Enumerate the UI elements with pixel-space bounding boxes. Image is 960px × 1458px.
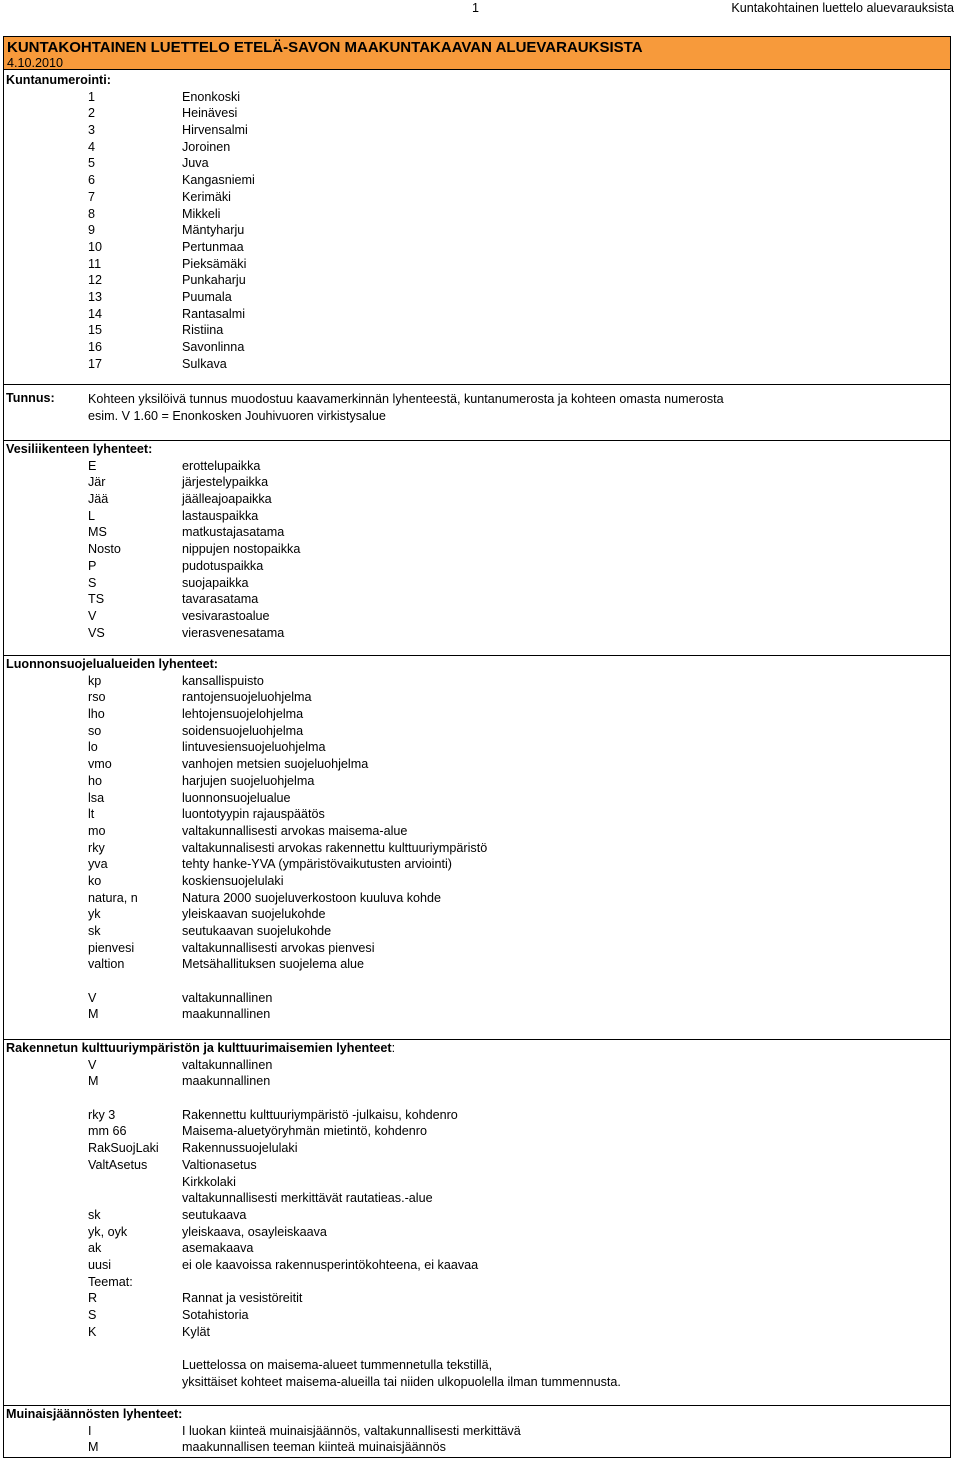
municipality-row-code: 4 — [88, 139, 96, 154]
municipality-row-code: 16 — [88, 340, 103, 354]
built-heritage-row-name: Valtionasetus — [182, 1157, 257, 1172]
waterway-row-code: Nosto — [88, 542, 121, 557]
built-heritage-row-name: seutukaava — [182, 1207, 247, 1222]
waterway-row-code: S — [88, 575, 97, 590]
municipality-row — [4, 189, 950, 206]
nature-heading: Luonnonsuojelualueiden lyhenteet: — [6, 657, 219, 671]
built-heritage-row-name: ei ole kaavoissa rakennusperintökohteena, ei kaavaa — [182, 1257, 479, 1272]
waterway-list — [4, 458, 950, 642]
waterway-row-code: TS — [88, 592, 105, 607]
municipality-list — [4, 89, 950, 373]
municipality-row-code: 12 — [88, 273, 103, 288]
built-heritage-row — [4, 1274, 950, 1291]
waterway-row-name: nippujen nostopaikka — [182, 542, 301, 557]
nature-row-code: mo — [88, 823, 106, 838]
waterway-row-code: Jär — [88, 475, 106, 490]
built-heritage-row — [4, 1140, 950, 1157]
nature-row-code: ko — [88, 873, 102, 888]
built-heritage-note-1: Luettelossa on maisema-alueet tummennetulla tekstillä, — [182, 1358, 493, 1373]
municipality-heading: Kuntanumerointi: — [6, 73, 111, 87]
nature-row-name: lintuvesiensuojeluohjelma — [182, 740, 326, 755]
document-header-title: Kuntakohtainen luettelo aluevarauksista — [731, 1, 954, 15]
built-heritage-row-code: sk — [88, 1207, 101, 1222]
nature-row — [4, 956, 950, 973]
waterway-row-name: matkustajasatama — [182, 525, 285, 540]
built-heritage-row — [4, 1123, 950, 1140]
nature-row — [4, 823, 950, 840]
municipality-row-name: Joroinen — [182, 139, 231, 154]
nature-row — [4, 806, 950, 823]
built-heritage-row — [4, 1240, 950, 1257]
municipality-numbering-section — [3, 70, 951, 385]
nature-row-name: kansallispuisto — [182, 673, 264, 688]
nature-row-code: rky — [88, 840, 105, 855]
identifier-label: Tunnus: — [6, 391, 55, 405]
built-heritage-row-name: Sotahistoria — [182, 1308, 249, 1322]
waterway-row-code: L — [88, 508, 96, 523]
waterway-row-name: suojapaikka — [182, 575, 249, 590]
waterway-row-code: MS — [88, 525, 107, 540]
nature-row-name: koskiensuojelulaki — [182, 873, 284, 888]
built-heritage-level-row — [4, 1057, 950, 1074]
municipality-row-name: Mikkeli — [182, 206, 221, 221]
nature-row-name: Metsähallituksen suojelema alue — [182, 957, 365, 972]
built-heritage-row — [4, 1290, 950, 1307]
nature-row-code: yva — [88, 857, 108, 872]
nature-row-code: natura, n — [88, 890, 138, 905]
page-number: 1 — [472, 1, 480, 15]
built-heritage-note-2: yksittäiset kohteet maisema-alueilla tai niiden ulkopuolella ilman tummennusta. — [182, 1374, 621, 1389]
municipality-row-name: Enonkoski — [182, 89, 241, 104]
waterway-row — [4, 508, 950, 525]
municipality-row-code: 11 — [88, 256, 102, 271]
nature-row-code: ho — [88, 773, 103, 788]
built-heritage-level-row — [4, 1073, 950, 1090]
municipality-row-code: 13 — [88, 289, 103, 304]
built-heritage-row-code: rky 3 — [88, 1107, 116, 1122]
municipality-row-code: 5 — [88, 156, 96, 171]
waterway-heading: Vesiliikenteen lyhenteet: — [6, 442, 153, 456]
nature-row-name: soidensuojeluohjelma — [182, 723, 304, 738]
municipality-row — [4, 356, 950, 373]
waterway-row — [4, 625, 950, 642]
waterway-row — [4, 541, 950, 558]
waterway-row — [4, 458, 950, 475]
built-heritage-row-name: Kirkkolaki — [182, 1174, 236, 1189]
municipality-row-name: Puumala — [182, 289, 232, 304]
built-heritage-row-name: valtakunnallisesti merkittävät rautatieas.-alue — [182, 1191, 433, 1206]
municipality-row-name: Heinävesi — [182, 106, 238, 121]
municipality-row-name: Kangasniemi — [182, 173, 255, 188]
built-heritage-row-code: uusi — [88, 1257, 112, 1272]
waterway-row-code: Jää — [88, 492, 109, 507]
nature-row — [4, 739, 950, 756]
nature-row — [4, 723, 950, 740]
built-heritage-row — [4, 1174, 950, 1191]
municipality-row-name: Sulkava — [182, 356, 227, 371]
nature-level-row — [4, 1006, 950, 1023]
waterway-row — [4, 558, 950, 575]
built-heritage-level-row-code: M — [88, 1074, 99, 1089]
nature-row-code: kp — [88, 673, 102, 688]
ancient-remains-row-code: M — [88, 1440, 99, 1455]
nature-row — [4, 706, 950, 723]
nature-row-code: yk — [88, 907, 101, 922]
built-heritage-heading: Rakennetun kulttuuriympäristön ja kulttuurimaisemien lyhenteet: — [6, 1041, 396, 1055]
built-heritage-level-row-name: valtakunnallinen — [182, 1057, 273, 1072]
built-heritage-row-name: asemakaava — [182, 1241, 254, 1256]
built-heritage-row — [4, 1324, 950, 1341]
waterway-row — [4, 608, 950, 625]
built-heritage-row-name: yleiskaava, osayleiskaava — [182, 1224, 327, 1239]
built-heritage-row-code: RakSuojLaki — [88, 1141, 159, 1156]
municipality-row — [4, 256, 950, 273]
built-heritage-row — [4, 1224, 950, 1241]
waterway-row — [4, 491, 950, 508]
nature-row — [4, 856, 950, 873]
nature-row-code: vmo — [88, 757, 112, 772]
built-heritage-row — [4, 1157, 950, 1174]
identifier-description — [88, 391, 938, 424]
nature-row — [4, 756, 950, 773]
built-heritage-row-code: K — [88, 1324, 97, 1339]
built-heritage-row — [4, 1257, 950, 1274]
waterway-row — [4, 575, 950, 592]
nature-row — [4, 940, 950, 957]
ancient-remains-heading: Muinaisjäännösten lyhenteet: — [6, 1407, 183, 1421]
municipality-row — [4, 222, 950, 239]
ancient-remains-row-name: maakunnallisen teeman kiinteä muinaisjäännös — [182, 1440, 446, 1455]
municipality-row-code: 2 — [88, 106, 96, 121]
municipality-row-code: 6 — [88, 173, 96, 188]
waterway-row-name: pudotuspaikka — [182, 558, 264, 573]
ancient-remains-row — [4, 1423, 950, 1440]
ancient-remains-row — [4, 1439, 950, 1456]
municipality-row-code: 14 — [88, 306, 103, 321]
nature-row — [4, 840, 950, 857]
built-heritage-row-code: Teemat: — [88, 1274, 133, 1289]
municipality-row — [4, 172, 950, 189]
nature-row-code: so — [88, 723, 102, 738]
nature-row-name: seutukaavan suojelukohde — [182, 924, 332, 938]
municipality-row-code: 1 — [88, 89, 96, 104]
municipality-row-name: Savonlinna — [182, 340, 245, 354]
built-heritage-row-name: Maisema-aluetyöryhmän mietintö, kohdenro — [182, 1124, 427, 1139]
nature-row-name: Natura 2000 suojeluverkostoon kuuluva kohde — [182, 890, 442, 905]
municipality-row-name: Punkaharju — [182, 273, 246, 288]
ancient-remains-section — [3, 1406, 951, 1458]
built-heritage-row — [4, 1207, 950, 1224]
title-banner — [3, 36, 951, 70]
nature-row — [4, 890, 950, 907]
waterway-row — [4, 474, 950, 491]
nature-row — [4, 923, 950, 940]
waterway-row-name: tavarasatama — [182, 592, 259, 607]
nature-row-code: rso — [88, 690, 106, 705]
nature-row-name: valtakunnalisesti arvokas rakennettu kulttuuriympäristö — [182, 840, 488, 855]
built-heritage-level-list — [4, 1057, 950, 1090]
waterway-row-name: erottelupaikka — [182, 458, 261, 473]
nature-row-name: harjujen suojeluohjelma — [182, 773, 315, 788]
nature-row-name: rantojensuojeluohjelma — [182, 690, 312, 705]
nature-row-name: tehty hanke-YVA (ympäristövaikutusten arviointi) — [182, 857, 452, 872]
waterway-row-code: E — [88, 458, 97, 473]
built-heritage-row-code: S — [88, 1308, 97, 1322]
ancient-remains-list — [4, 1423, 950, 1456]
nature-row-code: sk — [88, 924, 101, 938]
built-heritage-level-row-code: V — [88, 1057, 97, 1072]
waterway-section — [3, 441, 951, 656]
built-heritage-row-name: Kylät — [182, 1324, 210, 1339]
nature-row — [4, 790, 950, 807]
nature-row-name: luontotyypin rajauspäätös — [182, 807, 325, 822]
municipality-row — [4, 306, 950, 323]
nature-conservation-section — [3, 656, 951, 1040]
waterway-row-name: vesivarastoalue — [182, 608, 270, 623]
nature-row-name: yleiskaavan suojelukohde — [182, 907, 326, 922]
municipality-row-code: 9 — [88, 223, 96, 238]
built-heritage-section — [3, 1040, 951, 1406]
built-heritage-abbr-list — [4, 1107, 950, 1341]
municipality-row-name: Kerimäki — [182, 189, 231, 204]
municipality-row — [4, 105, 950, 122]
municipality-row-name: Juva — [182, 156, 209, 171]
built-heritage-row-code: mm 66 — [88, 1124, 127, 1139]
built-heritage-row-code: ak — [88, 1241, 102, 1256]
municipality-row-name: Pertunmaa — [182, 239, 244, 254]
waterway-row — [4, 591, 950, 608]
nature-row — [4, 773, 950, 790]
built-heritage-row — [4, 1307, 950, 1324]
document-title: KUNTAKOHTAINEN LUETTELO ETELÄ-SAVON MAAKUNTAKAAVAN ALUEVARAUKSISTA — [7, 39, 643, 56]
ancient-remains-row-name: I luokan kiinteä muinaisjäännös, valtakunnallisesti merkittävä — [182, 1423, 521, 1438]
nature-level-row-name: valtakunnallinen — [182, 990, 273, 1005]
municipality-row — [4, 272, 950, 289]
built-heritage-row — [4, 1107, 950, 1124]
nature-row-name: valtakunnallisesti arvokas maisema-alue — [182, 823, 408, 838]
municipality-row-code: 15 — [88, 323, 103, 338]
municipality-row — [4, 289, 950, 306]
municipality-row — [4, 139, 950, 156]
nature-row-name: lehtojensuojelohjelma — [182, 707, 304, 722]
built-heritage-level-row-name: maakunnallinen — [182, 1074, 271, 1089]
waterway-row-code: P — [88, 558, 97, 573]
waterway-row — [4, 524, 950, 541]
municipality-row — [4, 89, 950, 106]
built-heritage-row-name: Rannat ja vesistöreitit — [182, 1291, 303, 1306]
municipality-row — [4, 239, 950, 256]
built-heritage-row-code: yk, oyk — [88, 1224, 128, 1239]
municipality-row — [4, 206, 950, 223]
municipality-row-code: 8 — [88, 206, 96, 221]
nature-row-name: luonnonsuojelualue — [182, 790, 291, 805]
built-heritage-row-name: Rakennussuojelulaki — [182, 1141, 298, 1156]
waterway-row-code: VS — [88, 625, 105, 640]
nature-row-code: valtion — [88, 957, 125, 972]
waterway-row-name: jäälleajoapaikka — [182, 492, 272, 507]
document-date: 4.10.2010 — [7, 56, 64, 70]
nature-row — [4, 906, 950, 923]
municipality-row-code: 17 — [88, 356, 103, 371]
nature-row — [4, 673, 950, 690]
nature-list — [4, 673, 950, 973]
municipality-row-code: 3 — [88, 123, 96, 138]
built-heritage-row-name: Rakennettu kulttuuriympäristö -julkaisu, kohdenro — [182, 1107, 458, 1122]
nature-row-code: lt — [88, 807, 95, 822]
municipality-row-name: Mäntyharju — [182, 223, 245, 238]
municipality-row-code: 10 — [88, 239, 103, 254]
waterway-row-name: järjestelypaikka — [182, 475, 269, 490]
built-heritage-row-code: ValtAsetus — [88, 1157, 148, 1172]
nature-row-code: lo — [88, 740, 98, 755]
waterway-row-name: vierasvenesatama — [182, 625, 285, 640]
nature-row-code: lho — [88, 707, 105, 722]
municipality-row — [4, 122, 950, 139]
nature-row-name: vanhojen metsien suojeluohjelma — [182, 757, 369, 772]
identifier-example: esim. V 1.60 = Enonkosken Jouhivuoren virkistysalue — [88, 408, 386, 423]
municipality-row-code: 7 — [88, 189, 96, 204]
nature-level-row-code: M — [88, 1007, 99, 1022]
waterway-row-code: V — [88, 608, 97, 623]
nature-level-list — [4, 990, 950, 1023]
nature-row-code: lsa — [88, 790, 105, 805]
municipality-row-name: Ristiina — [182, 323, 224, 338]
nature-row — [4, 689, 950, 706]
nature-level-row-name: maakunnallinen — [182, 1007, 271, 1022]
built-heritage-row-code: R — [88, 1291, 98, 1306]
ancient-remains-row-code: I — [88, 1423, 92, 1438]
nature-level-row — [4, 990, 950, 1007]
nature-row-code: pienvesi — [88, 940, 135, 955]
municipality-row — [4, 155, 950, 172]
nature-level-row-code: V — [88, 990, 97, 1005]
waterway-row-name: lastauspaikka — [182, 508, 259, 523]
municipality-row-name: Rantasalmi — [182, 306, 245, 321]
municipality-row-name: Pieksämäki — [182, 256, 247, 271]
identifier-line-1: Kohteen yksilöivä tunnus muodostuu kaavamerkinnän lyhenteestä, kuntanumerosta ja kohteen omasta numerosta — [88, 392, 724, 406]
built-heritage-row — [4, 1190, 950, 1207]
nature-row — [4, 873, 950, 890]
municipality-row — [4, 339, 950, 356]
nature-row-name: valtakunnallisesti arvokas pienvesi — [182, 940, 375, 955]
identifier-section — [3, 385, 951, 441]
municipality-row — [4, 322, 950, 339]
municipality-row-name: Hirvensalmi — [182, 123, 248, 138]
